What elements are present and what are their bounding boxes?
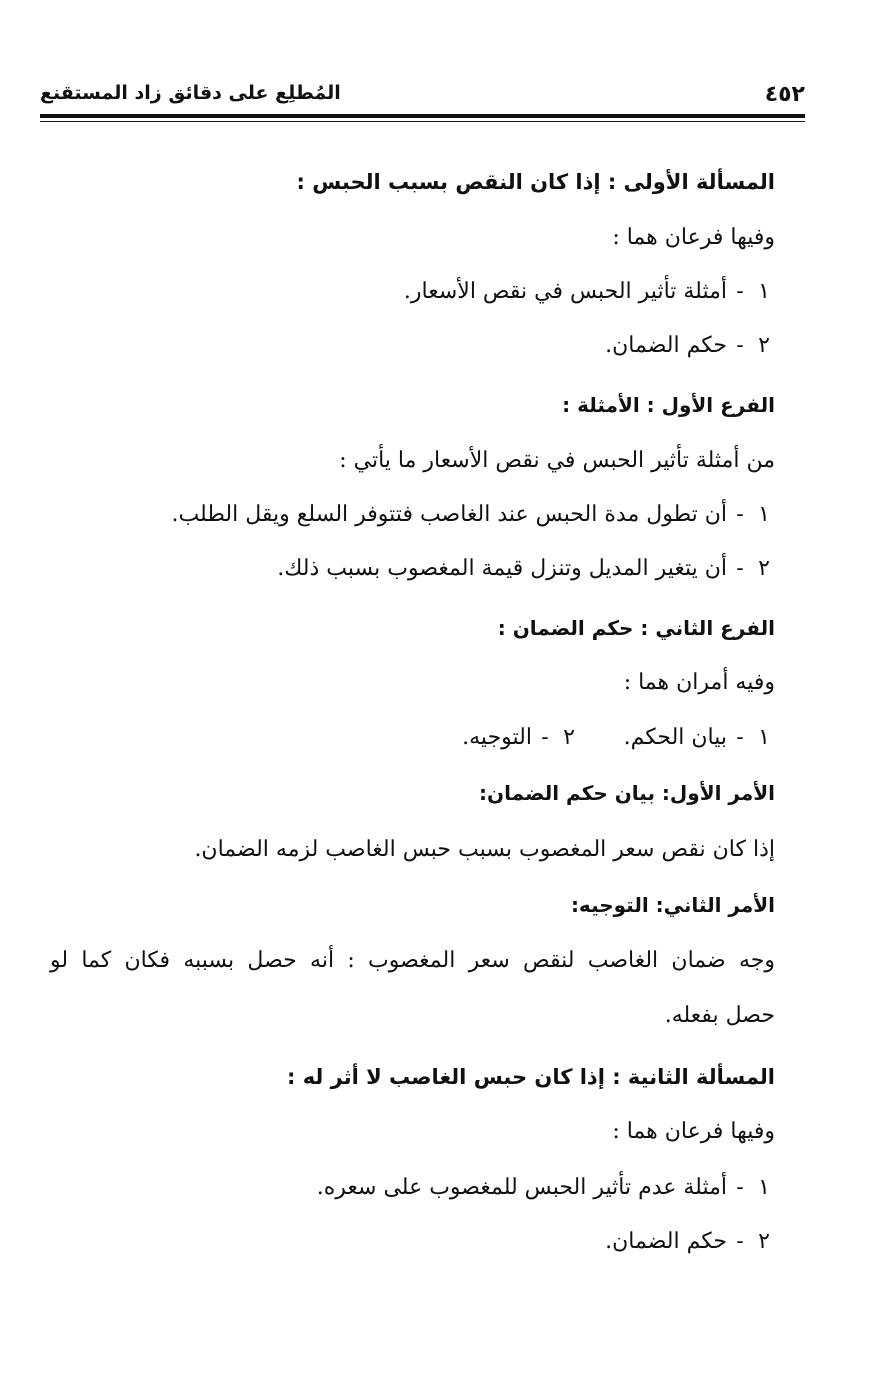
issue2-intro: وفيها فرعان هما :	[612, 1119, 775, 1144]
list-item-dash: -	[736, 279, 744, 304]
list-item-dash: -	[541, 725, 549, 750]
matter1-text: إذا كان نقص سعر المغصوب بسبب حبس الغاصب لزمه الضمان.	[194, 837, 775, 862]
list-item-number: ١	[758, 279, 770, 304]
issue1-intro: وفيها فرعان هما :	[612, 225, 775, 250]
list-item-number: ٢	[758, 1229, 770, 1254]
list-item	[580, 722, 775, 754]
list-item-dash: -	[736, 725, 744, 750]
list-item-number: ١	[758, 502, 770, 527]
list-item-text: حكم الضمان.	[605, 1229, 727, 1254]
issue1-heading: المسألة الأولى : إذا كان النقص بسبب الحبس :	[296, 170, 775, 194]
list-item-dash: -	[736, 556, 744, 581]
branch2-heading: الفرع الثاني : حكم الضمان :	[497, 616, 775, 640]
list-item-text: أمثلة تأثير الحبس في نقص الأسعار.	[403, 279, 727, 304]
list-item	[605, 1226, 775, 1258]
list-item	[462, 725, 580, 750]
list-item-text: أمثلة عدم تأثير الحبس للمغصوب على سعره.	[316, 1175, 727, 1200]
branch2-intro: وفيه أمران هما :	[623, 670, 775, 695]
list-item-text: أن تطول مدة الحبس عند الغاصب فتتوفر السلع ويقل الطلب.	[171, 502, 727, 527]
page-header	[40, 76, 805, 116]
book-title: المُطلِع على دقائق زاد المستقنع	[40, 82, 341, 104]
header-rule-thin	[40, 121, 805, 122]
matter2-text-line1: وجه ضمان الغاصب لنقص سعر المغصوب : أنه حصل بسببه فكان كما لو	[50, 948, 775, 973]
list-item-number: ٢	[758, 556, 770, 581]
list-item	[277, 553, 775, 585]
branch1-intro: من أمثلة تأثير الحبس في نقص الأسعار ما يأتي :	[339, 448, 775, 473]
list-item-text: حكم الضمان.	[605, 333, 727, 358]
matter2-heading: الأمر الثاني: التوجيه:	[570, 893, 775, 917]
list-item-dash: -	[736, 1229, 744, 1254]
inline-list	[462, 722, 775, 754]
list-item-number: ٢	[758, 333, 770, 358]
list-item-text: بيان الحكم.	[623, 725, 727, 750]
list-item-text: أن يتغير المديل وتنزل قيمة المغصوب بسبب ذلك.	[277, 556, 727, 581]
matter2-text-line2: حصل بفعله.	[664, 1003, 775, 1028]
list-item-dash: -	[736, 502, 744, 527]
list-item-number: ١	[758, 725, 770, 750]
list-item-dash: -	[736, 333, 744, 358]
header-rule-thick	[40, 114, 805, 118]
list-item	[317, 1172, 775, 1204]
issue2-heading: المسألة الثانية : إذا كان حبس الغاصب لا أثر له :	[286, 1065, 775, 1089]
list-item	[605, 330, 775, 362]
list-item	[171, 499, 775, 531]
list-item-text: التوجيه.	[462, 725, 532, 750]
list-item-number: ٢	[563, 725, 575, 750]
list-item	[404, 276, 775, 308]
page-number: ٤٥٢	[764, 82, 805, 107]
list-item-number: ١	[758, 1175, 770, 1200]
branch1-heading: الفرع الأول : الأمثلة :	[562, 393, 775, 417]
list-item-dash: -	[736, 1175, 744, 1200]
matter1-heading: الأمر الأول: بيان حكم الضمان:	[479, 781, 775, 805]
